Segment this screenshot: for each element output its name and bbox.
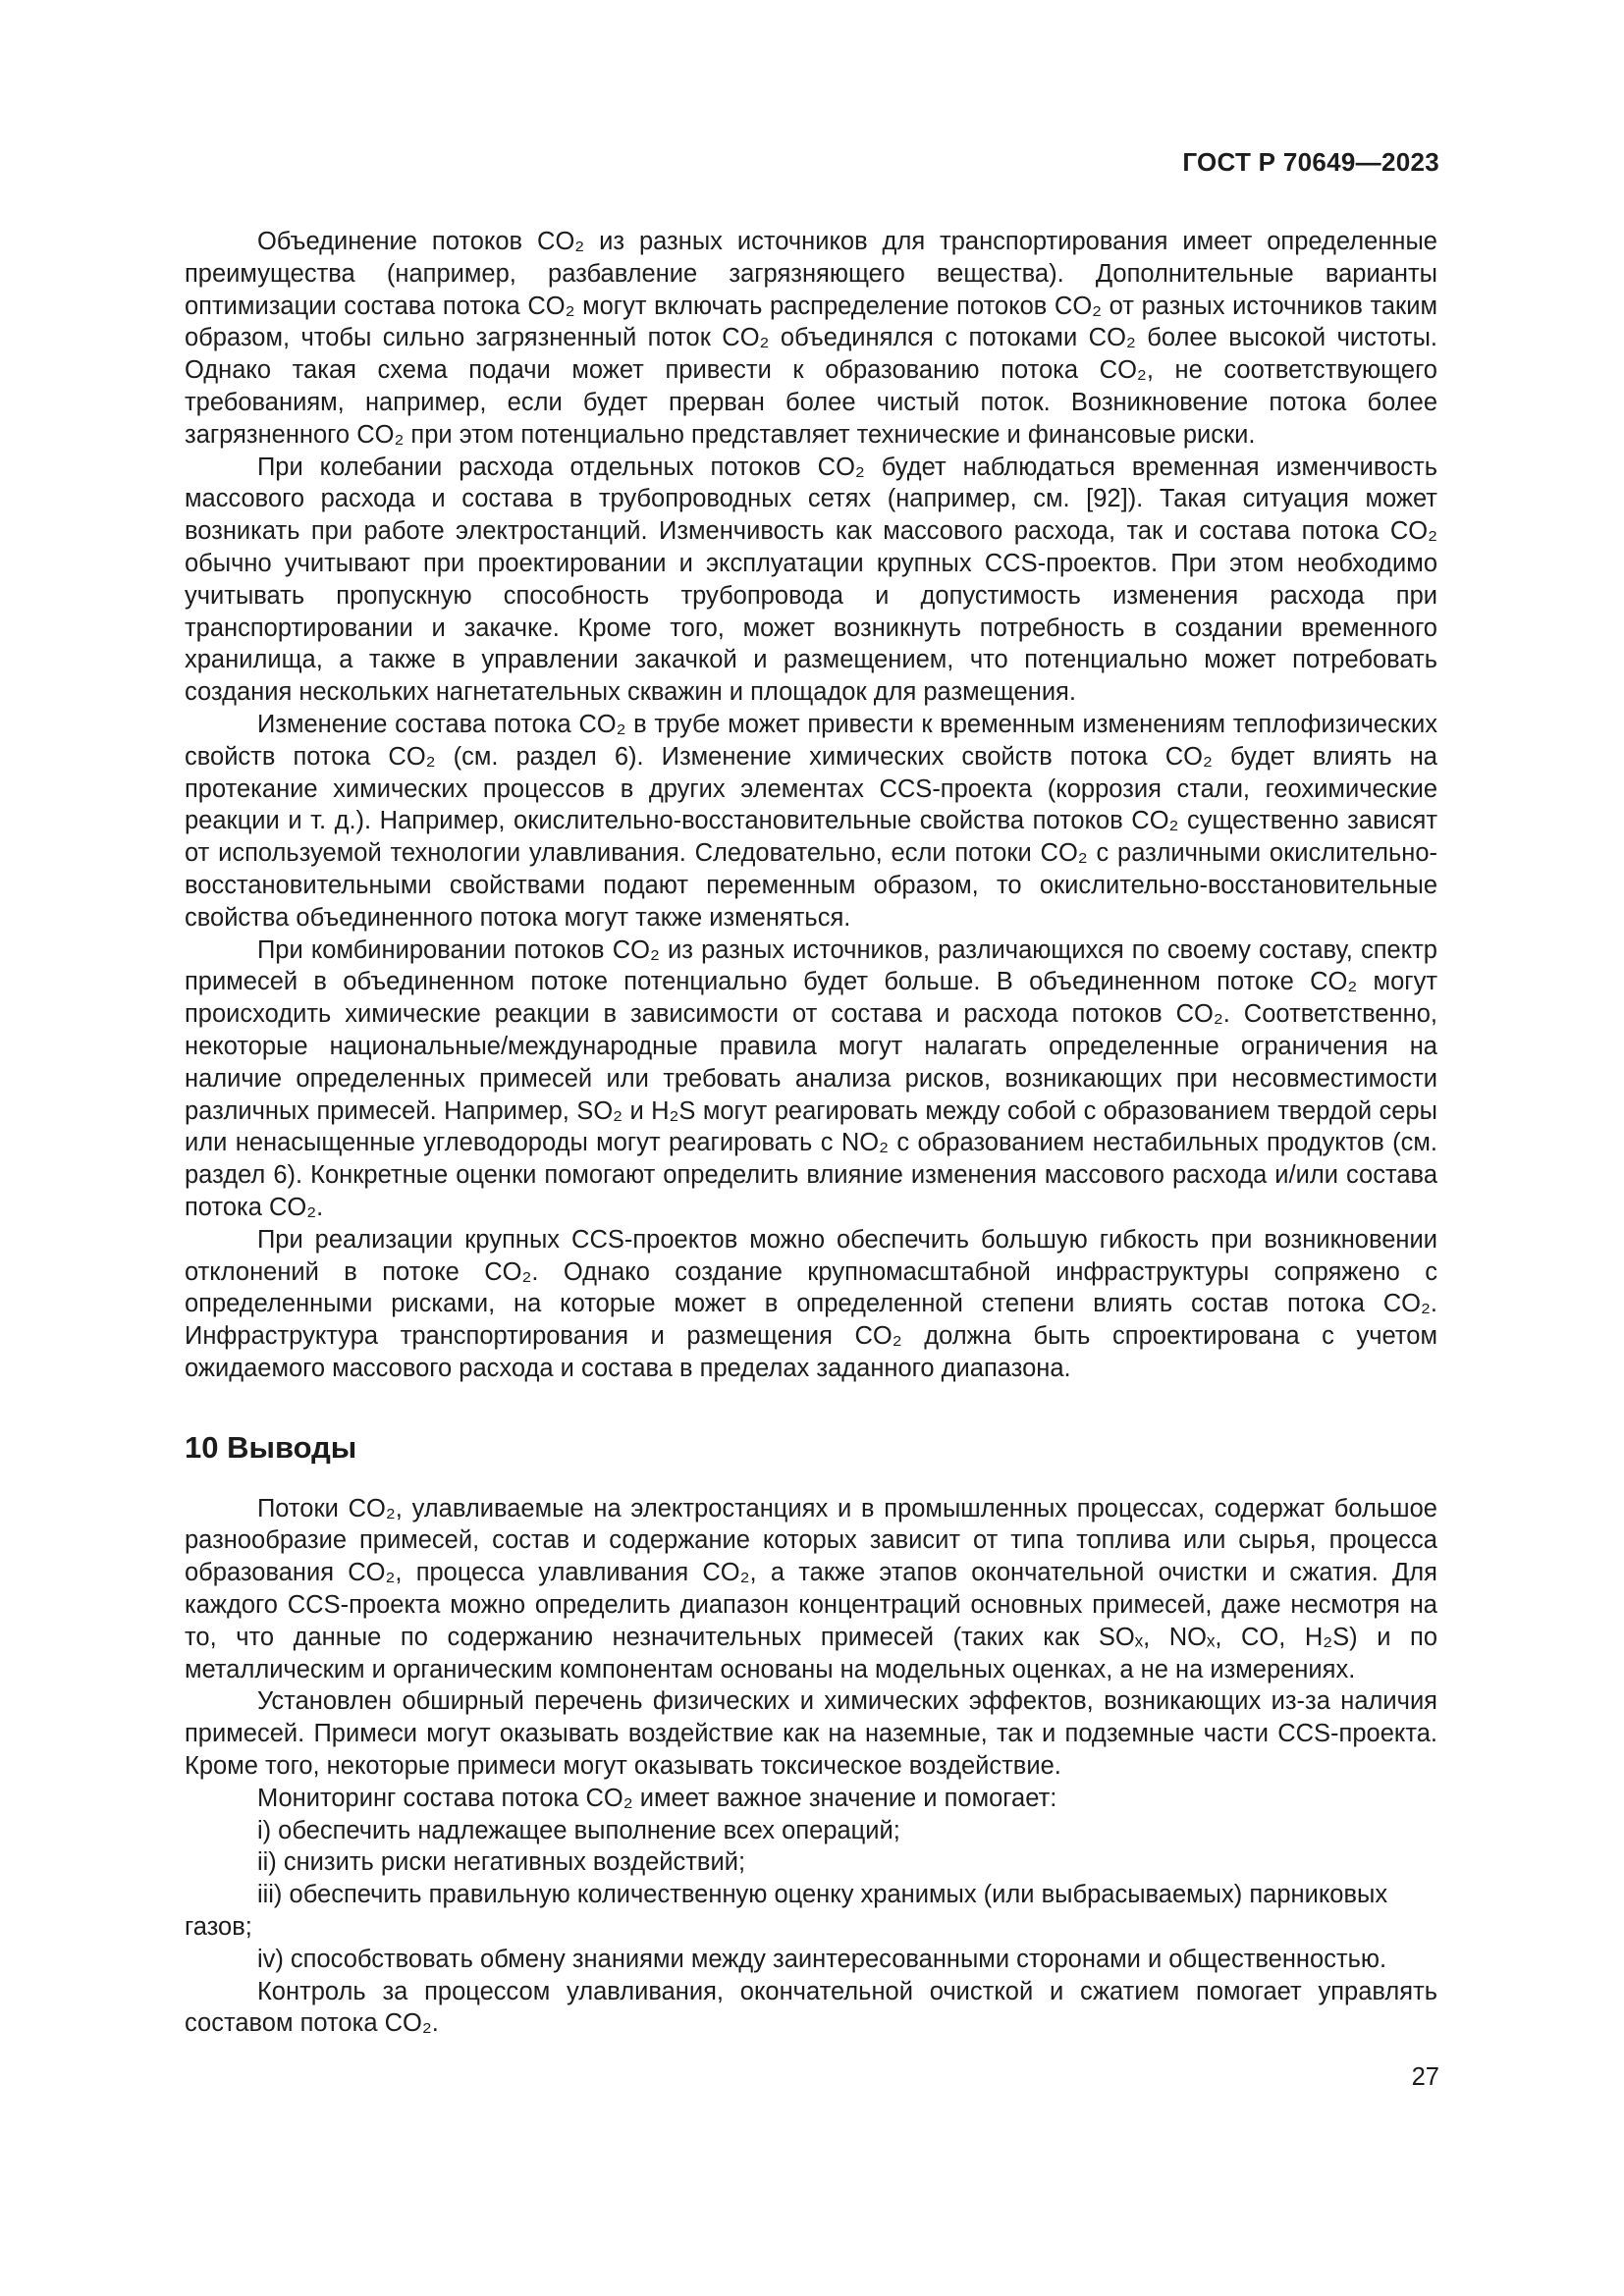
closing-paragraph: Контроль за процессом улавливания, окончательной очисткой и сжатием помогает управлять составом потока CO₂. xyxy=(185,1977,1437,2038)
section-heading xyxy=(185,1428,1437,1468)
paragraph-1: Объединение потоков CO₂ из разных источников для транспортирования имеет определенные преимущества (например, разбавление загрязняющего вещества). Дополнительные варианты оптимизации состава потока CO₂ могут включать распределение потоков CO₂ от разных источников таким образом, чтобы сильно загрязненный поток CO₂ объединялся с потоками CO₂ более высокой чистоты. Однако такая схема подачи может привести к образованию потока CO₂, не соответствующего требованиям, например, если будет прерван более чистый поток. Возникновение потока более загрязненного CO₂ при этом потенциально представляет технические и финансовые риски. xyxy=(185,228,1437,449)
paragraph-7: Установлен обширный перечень физических и химических эффектов, возникающих из-за наличия примесей. Примеси могут оказывать воздействие как на наземные, так и подземные части CCS-проекта. Кроме того, некоторые примеси могут оказывать токсическое воздействие. xyxy=(185,1687,1437,1781)
paragraph-5: При реализации крупных CCS-проектов можно обеспечить большую гибкость при возникновении отклонений в потоке CO₂. Однако создание крупномасштабной инфраструктуры сопряжено с определенными рисками, на которые может в определенной степени влиять состав потока CO₂. Инфраструктура транспортирования и размещения CO₂ должна быть спроектирована с учетом ожидаемого массового расхода и состава в пределах заданного диапазона. xyxy=(185,1225,1437,1382)
paragraph-6: Потоки CO₂, улавливаемые на электростанциях и в промышленных процессах, содержат большое разнообразие примесей, состав и содержание которых зависит от типа топлива или сырья, процесса образования CO₂, процесса улавливания CO₂, а также этапов окончательной очистки и сжатия. Для каждого CCS-проекта можно определить диапазон концентраций основных примесей, даже несмотря на то, что данные по содержанию незначительных примесей (таких как SOₓ, NOₓ, CO, H₂S) и по металлическим и органическим компонентам основаны на модельных оценках, а не на измерениях. xyxy=(185,1494,1437,1683)
paragraph-8: Мониторинг состава потока CO₂ имеет важное значение и помогает: xyxy=(256,1784,1057,1812)
paragraph-2: При колебании расхода отдельных потоков CO₂ будет наблюдаться временная изменчивость массового расхода и состава в трубопроводных сетях (например, см. [92]). Такая ситуация может возникать при работе электростанций. Изменчивость как массового расхода, так и состава потока CO₂ обычно учитывают при проектировании и эксплуатации крупных CCS-проектов. При этом необходимо учитывать пропускную способность трубопровода и допустимость изменения расхода при транспортировании и закачке. Кроме того, может возникнуть потребность в создании временного хранилища, а также в управлении закачкой и размещением, что потенциально может потребовать создания нескольких нагнетательных скважин и площадок для размещения. xyxy=(185,453,1437,707)
document-body xyxy=(185,226,1437,2040)
paragraph-3: Изменение состава потока CO₂ в трубе может привести к временным изменениям теплофизических свойств потока CO₂ (см. раздел 6). Изменение химических свойств потока CO₂ будет влиять на протекание химических процессов в других элементах CCS-проекта (коррозия стали, геохимические реакции и т. д.). Например, окислительно-восстановительные свойства потоков CO₂ существенно зависят от используемой технологии улавливания. Следовательно, если потоки CO₂ с различными окислительно-восстановительными свойствами подают переменным образом, то окислительно-восстановительные свойства объединенного потока могут также изменяться. xyxy=(185,710,1437,932)
document-header: ГОСТ Р 70649—2023 xyxy=(1182,147,1439,177)
page-number: 27 xyxy=(1411,2063,1439,2091)
list-item: i) обеспечить надлежащее выполнение всех операций; xyxy=(256,1816,900,1844)
list-item: iii) обеспечить правильную количественную оценку хранимых (или выбрасываемых) парниковых газов; xyxy=(185,1881,1388,1942)
section-heading-text: 10 Выводы xyxy=(185,1429,357,1465)
list-item: iv) способствовать обмену знаниями между заинтересованными сторонами и общественностью. xyxy=(256,1945,1387,1973)
paragraph-4: При комбинировании потоков CO₂ из разных источников, различающихся по своему составу, спектр примесей в объединенном потоке потенциально будет больше. В объединенном потоке CO₂ могут происходить химические реакции в зависимости от состава и расхода потоков CO₂. Соответственно, некоторые национальные/международные правила могут налагать определенные ограничения на наличие определенных примесей или требовать анализа рисков, возникающих при несовместимости различных примесей. Например, SO₂ и H₂S могут реагировать между собой с образованием твердой серы или ненасыщенные углеводороды могут реагировать с NO₂ с образованием нестабильных продуктов (см. раздел 6). Конкретные оценки помогают определить влияние изменения массового расхода и/или состава потока CO₂. xyxy=(185,935,1437,1221)
list-item: ii) снизить риски негативных воздействий; xyxy=(256,1848,746,1877)
